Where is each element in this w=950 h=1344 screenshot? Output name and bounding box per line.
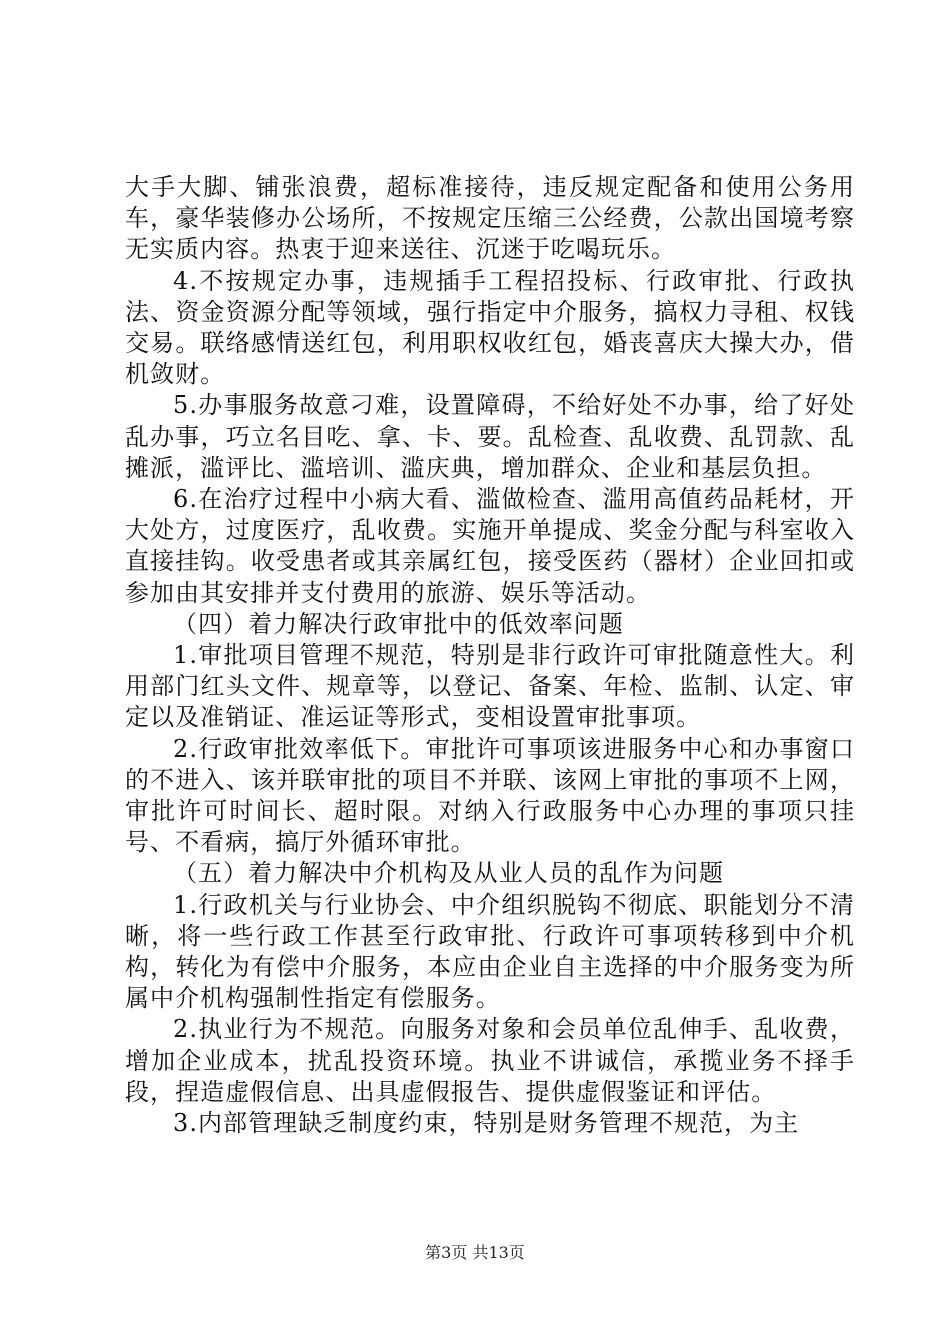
paragraph-section4-item-1: 1.审批项目管理不规范，特别是非行政许可审批随意性大。利用部门红头文件、规章等，以登记、备案、年检、监制、认定、审定以及准销证、准运证等形式，变相设置审批事项。 xyxy=(125,641,855,732)
document-body xyxy=(125,172,855,1139)
page-number-footer: 第3页 共13页 xyxy=(425,1243,525,1262)
paragraph-section5-item-1: 1.行政机关与行业协会、中介组织脱钩不彻底、职能划分不清晰，将一些行政工作甚至行政审批、行政许可事项转移到中介机构，转化为有偿中介服务，本应由企业自主选择的中介服务变为所属中介机构强制性指定有偿服务。 xyxy=(125,890,855,1013)
paragraph-section4-item-2: 2.行政审批效率低下。审批许可事项该进服务中心和办事窗口的不进入、该并联审批的项目不并联、该网上审批的事项不上网，审批许可时间长、超时限。对纳入行政服务中心办理的事项只挂号、不看病，搞厅外循环审批。 xyxy=(125,734,855,857)
paragraph-continuation: 大手大脚、铺张浪费，超标准接待，违反规定配备和使用公务用车，豪华装修办公场所，不按规定压缩三公经费，公款出国境考察无实质内容。热衷于迎来送往、沉迷于吃喝玩乐。 xyxy=(125,173,855,264)
section-heading-4: （四）着力解决行政审批中的低效率问题 xyxy=(173,609,624,638)
paragraph-section5-item-3: 3.内部管理缺乏制度约束，特别是财务管理不规范，为主 xyxy=(173,1109,800,1138)
section-heading-5: （五）着力解决中介机构及从业人员的乱作为问题 xyxy=(173,859,725,888)
paragraph-item-4: 4.不按规定办事，违规插手工程招投标、行政审批、行政执法、资金资源分配等领域，强行指定中介服务，搞权力寻租、权钱交易。联络感情送红包，利用职权收红包，婚丧喜庆大操大办，借机敛财。 xyxy=(125,266,855,389)
paragraph-item-5: 5.办事服务故意刁难，设置障碍，不给好处不办事，给了好处乱办事，巧立名目吃、拿、卡、要。乱检查、乱收费、乱罚款、乱摊派，滥评比、滥培训、滥庆典，增加群众、企业和基层负担。 xyxy=(125,391,855,482)
paragraph-item-6: 6.在治疗过程中小病大看、滥做检查、滥用高值药品耗材，开大处方，过度医疗，乱收费。实施开单提成、奖金分配与科室收入直接挂钩。收受患者或其亲属红包，接受医药（器材）企业回扣或参加由其安排并支付费用的旅游、娱乐等活动。 xyxy=(125,485,855,607)
paragraph-section5-item-2: 2.执业行为不规范。向服务对象和会员单位乱伸手、乱收费，增加企业成本，扰乱投资环境。执业不讲诚信，承揽业务不择手段，捏造虚假信息、出具虚假报告、提供虚假鉴证和评估。 xyxy=(125,1015,855,1106)
